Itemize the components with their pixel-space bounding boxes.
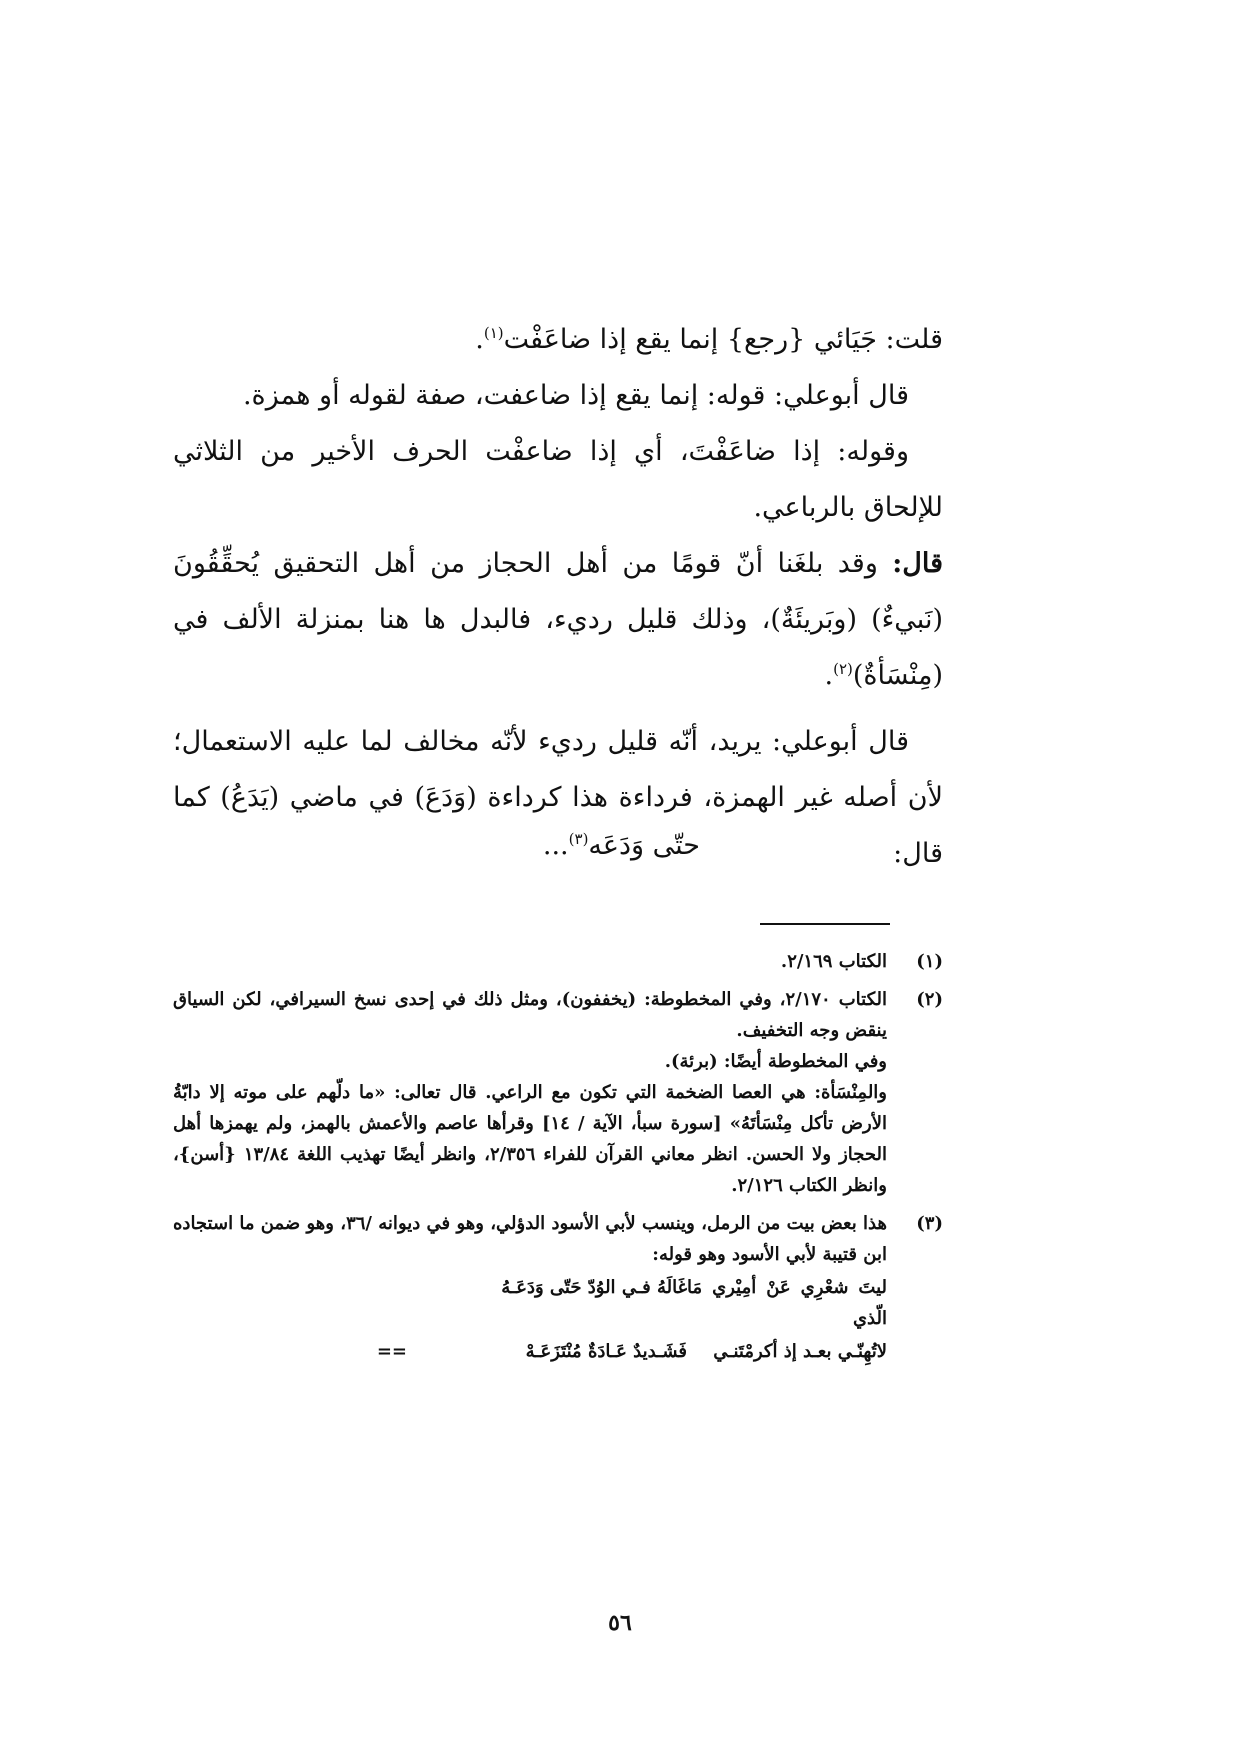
footnote-number: (٣) bbox=[916, 1213, 943, 1234]
verse-text: حتّى وَدَعَه bbox=[588, 830, 700, 861]
verse-citation bbox=[473, 830, 700, 861]
footnote-line: والمِنْسَأة: هي العصا الضخمة التي تكون مع الراعي. قال تعالى: «ما دلّهم على موته إلا دابّةُ الأرض تأكل مِنْسَأتَهُ» [سورة سبأ، الآية / ١٤] وقرأها عاصم والأعمش بالهمز، ولم يهمزها أهل الحجاز ولا الحسن. انظر معاني القرآن للفراء ٢/٣٥٦، وانظر أيضًا تهذيب اللغة ١٣/٨٤ {أسن}، وانظر الكتاب ٢/١٢٦. bbox=[173, 1082, 887, 1196]
main-text bbox=[173, 312, 943, 882]
footnote-number: (١) bbox=[916, 951, 943, 972]
footnote-ref-1[interactable]: (١) bbox=[483, 324, 504, 342]
footnote-line: وفي المخطوطة أيضًا: (برئة). bbox=[664, 1051, 887, 1072]
paragraph-2: قال أبوعلي: قوله: إنما يقع إذا ضاعفت، صفة لقوله أو همزة. bbox=[242, 380, 909, 411]
poem-hemistich: فَشَـديدٌ عَـادَةٌ مُنْتَزَعَـهْ bbox=[525, 1341, 687, 1362]
paragraph-4: قال: وقد بلغَنا أنّ قومًا من أهل الحجاز من أهل التحقيق يُحقِّقُونَ (نَبيءٌ) (وبَريئَةٌ)، وذلك قليل رديء، فالبدل ها هنا بمنزلة الألف في (مِنْسَأةٌ)$^{(٢)}$. bbox=[173, 548, 943, 691]
footnote-3 bbox=[173, 1208, 943, 1367]
footnote-1 bbox=[173, 946, 943, 977]
poem-hemistich: لاتُهِنّـي بعـد إذ أكرمْتَنـي bbox=[713, 1341, 887, 1362]
paragraph-1: قلت: جَيَائي {رجع} إنما يقع إذا ضاعَفْت$^{(١)}$. bbox=[475, 324, 943, 355]
footnote-ref-3[interactable]: (٣) bbox=[568, 830, 589, 848]
verse-ellipsis: ... bbox=[542, 830, 569, 861]
footnote-number: (٢) bbox=[916, 989, 943, 1010]
footnote-line: الكتاب ٢/١٦٩. bbox=[780, 951, 887, 972]
qala-label: قال: bbox=[892, 548, 943, 579]
paragraph-3: وقوله: إذا ضاعَفْتَ، أي إذا ضاعفْت الحرف الأخير من الثلاثي للإلحاق بالرباعي. bbox=[173, 436, 943, 523]
poem-line bbox=[173, 1272, 887, 1334]
footnotes bbox=[173, 946, 943, 1374]
paragraph-5: قال أبوعلي: يريد، أنّه قليل رديء لأنّه مخالف لما عليه الاستعمال؛ لأن أصله غير الهمزة، فرداءة هذا كرداءة (وَدَعَ) في ماضي (يَدَعُ) كما قال: bbox=[173, 726, 943, 869]
poem-line bbox=[173, 1336, 887, 1367]
footnote-separator bbox=[760, 923, 890, 925]
continuation-mark: == bbox=[376, 1341, 407, 1362]
poem-hemistich: غَالَهُ فـي الوُدّ حَتّى وَدَعَـهُ bbox=[501, 1277, 687, 1298]
footnote-line: الكتاب ٢/١٧٠، وفي المخطوطة: (يخففون)، ومثل ذلك في إحدى نسخ السيرافي، لكن السياق ينقض وجه التخفيف. bbox=[173, 989, 887, 1041]
footnote-2 bbox=[173, 984, 943, 1201]
footnote-ref-2[interactable]: (٢) bbox=[833, 660, 853, 678]
footnote-line: هذا بعض بيت من الرمل، وينسب لأبي الأسود الدؤلي، وهو في ديوانه /٣٦، وهو ضمن ما استجاده ابن قتيبة لأبي الأسود وهو قوله: bbox=[173, 1213, 887, 1265]
poem-hemistich: ليتَ شعْرِي عَنْ أمِيْري مَا الّذي bbox=[687, 1277, 887, 1329]
page-number: ٥٦ bbox=[608, 1610, 632, 1636]
